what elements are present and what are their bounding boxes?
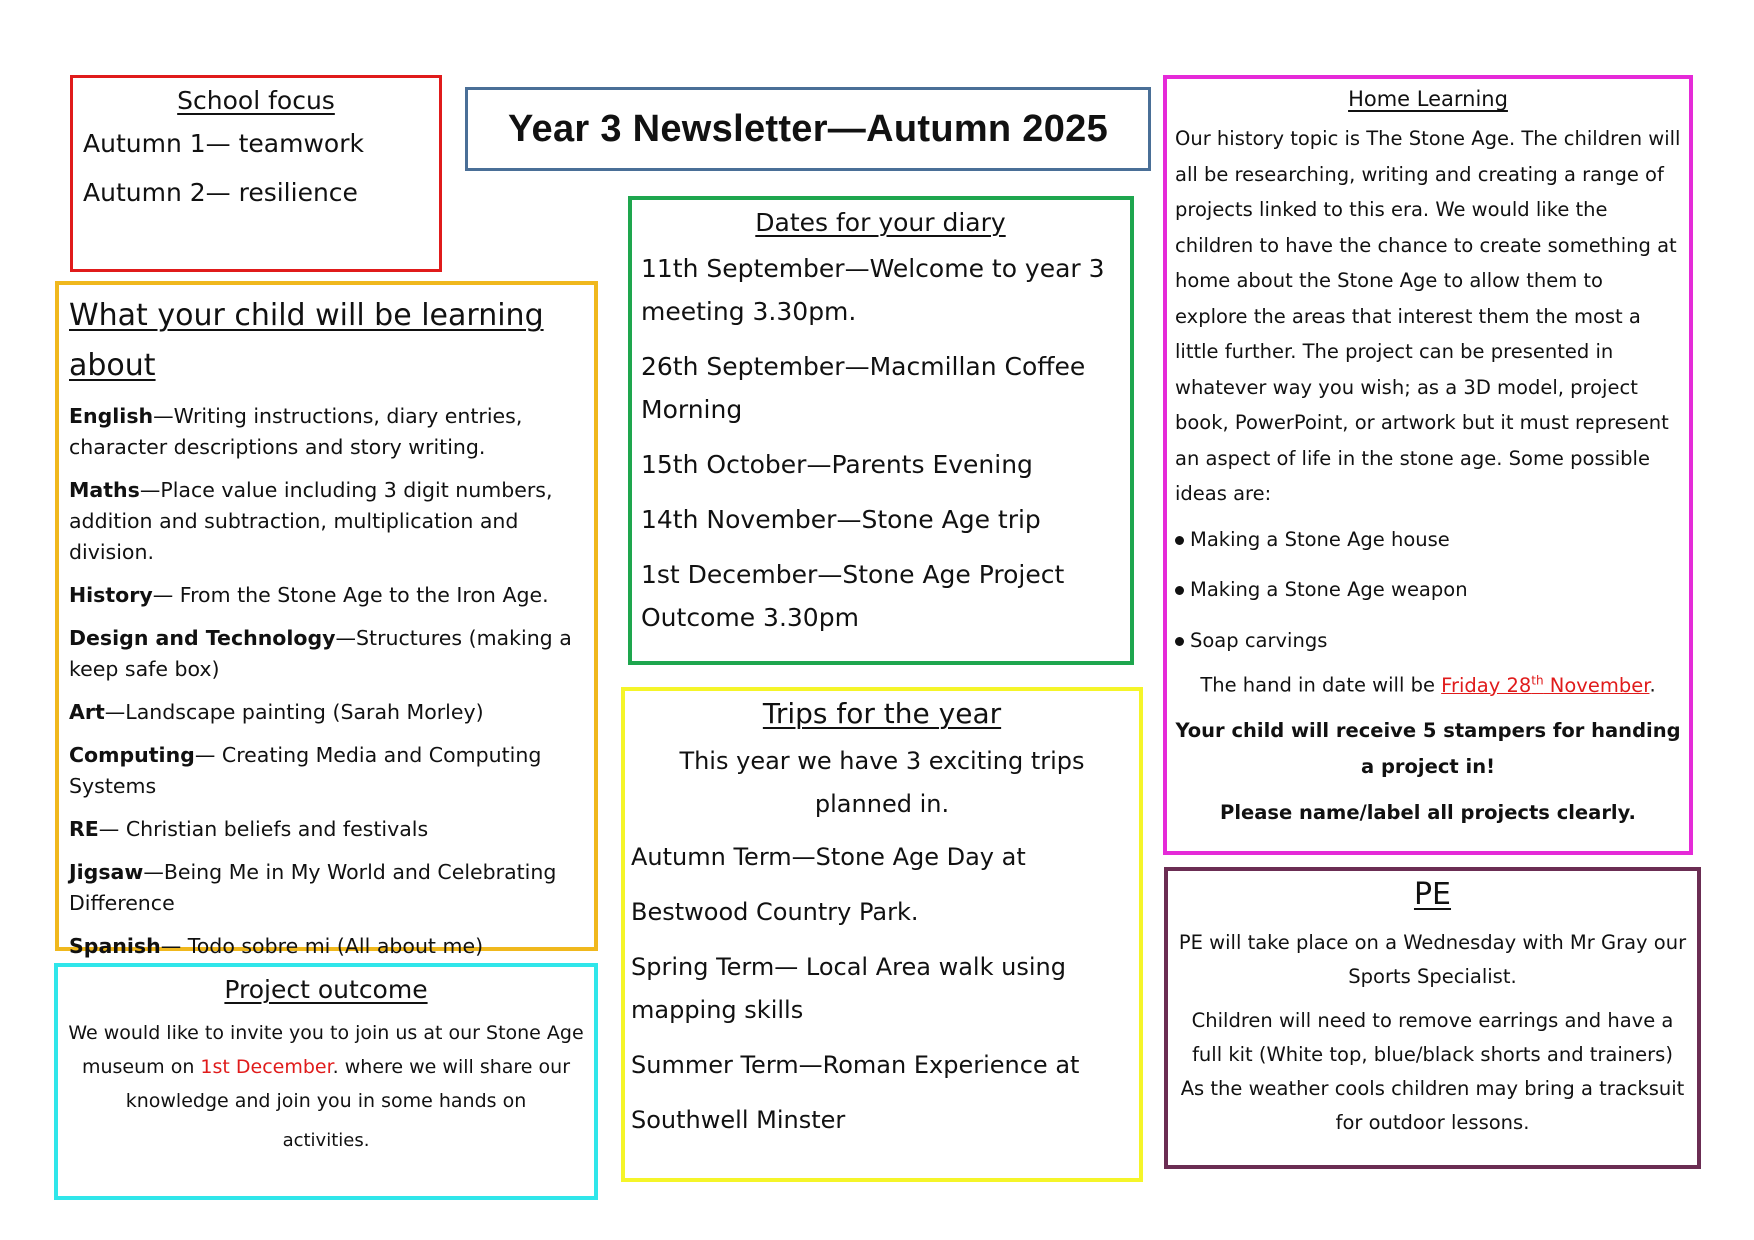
subject-name: Computing bbox=[69, 743, 195, 767]
school-focus-line: Autumn 1— teamwork bbox=[83, 129, 364, 158]
school-focus-heading: School focus bbox=[177, 86, 335, 115]
subject-name: RE bbox=[69, 817, 99, 841]
subject-line bbox=[69, 475, 584, 568]
subject-name: Maths bbox=[69, 478, 140, 502]
hand-in-day: Friday 28 bbox=[1441, 673, 1532, 697]
date-item: 14th November—Stone Age trip bbox=[641, 505, 1041, 534]
project-text-after: . where we will share our knowledge and join you in some hands on bbox=[125, 1056, 571, 1112]
hand-in-sup: th bbox=[1531, 673, 1544, 687]
subject-text: —Writing instructions, diary entries, character descriptions and story writing. bbox=[69, 404, 523, 459]
date-item: 11th September—Welcome to year 3 meeting 3.30pm. bbox=[641, 254, 1105, 326]
bullet-icon bbox=[1175, 536, 1184, 545]
subject-line bbox=[69, 580, 584, 611]
learning-heading: What your child will be learning about bbox=[69, 298, 544, 383]
subject-line bbox=[69, 931, 584, 962]
pe-paragraph: Children will need to remove earrings and have a full kit (White top, blue/black shorts and trainers) As the weather cools children may bring a tracksuit for outdoor lessons. bbox=[1180, 1009, 1685, 1134]
dates-box bbox=[628, 196, 1134, 665]
idea-text: Making a Stone Age house bbox=[1190, 527, 1450, 551]
newsletter-title-box bbox=[465, 87, 1151, 171]
date-item: 15th October—Parents Evening bbox=[641, 450, 1033, 479]
project-date: 1st December bbox=[200, 1056, 333, 1078]
subject-name: History bbox=[69, 583, 153, 607]
trip-item: Summer Term—Roman Experience at bbox=[631, 1051, 1080, 1079]
hand-in-date-value bbox=[1441, 674, 1649, 697]
dates-heading: Dates for your diary bbox=[755, 208, 1006, 237]
subject-text: — Christian beliefs and festivals bbox=[98, 817, 429, 841]
subject-line bbox=[69, 697, 584, 728]
ideas-list bbox=[1175, 522, 1681, 659]
project-last-line: activities. bbox=[282, 1130, 370, 1151]
project-outcome-heading: Project outcome bbox=[224, 975, 428, 1004]
trip-item: Spring Term— Local Area walk using mapping skills bbox=[631, 953, 1066, 1024]
subject-name: English bbox=[69, 404, 154, 428]
project-outcome-text bbox=[68, 1016, 584, 1118]
home-learning-heading: Home Learning bbox=[1348, 87, 1508, 111]
date-item: 1st December—Stone Age Project Outcome 3.30pm bbox=[641, 560, 1065, 632]
pe-paragraph: PE will take place on a Wednesday with Mr Gray our Sports Specialist. bbox=[1178, 931, 1687, 988]
project-text-before: We would like to invite you to join us at our Stone Age museum on bbox=[68, 1022, 584, 1078]
trip-item: Autumn Term—Stone Age Day at bbox=[631, 843, 1026, 871]
trips-box bbox=[621, 687, 1143, 1182]
home-learning-text: Our history topic is The Stone Age. The children will all be researching, writing and creating a range of projects linked to this era. We would like the children to have the chance to create something at home about the Stone Age to allow them to explore the areas that interest them the most a little further. The project can be presented in whatever way you wish; as a 3D model, project book, PowerPoint, or artwork but it must represent an aspect of life in the stone age. Some possible ideas are: bbox=[1175, 127, 1681, 505]
trip-item: Southwell Minster bbox=[631, 1106, 846, 1134]
subject-line bbox=[69, 857, 584, 919]
trips-intro: This year we have 3 exciting trips planned in. bbox=[679, 747, 1085, 818]
pe-heading: PE bbox=[1413, 877, 1452, 912]
subject-text: — Todo sobre mi (All about me) bbox=[160, 934, 484, 958]
subject-name: Design and Technology bbox=[69, 626, 336, 650]
list-item bbox=[1175, 522, 1681, 558]
subject-line bbox=[69, 814, 584, 845]
page-title: Year 3 Newsletter—Autumn 2025 bbox=[507, 107, 1109, 150]
hand-in-month: November bbox=[1543, 673, 1650, 697]
list-item bbox=[1175, 623, 1681, 659]
subject-line bbox=[69, 740, 584, 802]
subject-line bbox=[69, 623, 584, 685]
subject-name: Spanish bbox=[69, 934, 161, 958]
subject-text: —Landscape painting (Sarah Morley) bbox=[104, 700, 484, 724]
school-focus-box bbox=[70, 75, 442, 272]
bullet-icon bbox=[1175, 586, 1184, 595]
subject-text: —Structures (making a keep safe box) bbox=[69, 626, 572, 681]
subject-text: — Creating Media and Computing Systems bbox=[69, 743, 542, 798]
subject-text: — From the Stone Age to the Iron Age. bbox=[152, 583, 549, 607]
list-item bbox=[1175, 572, 1681, 608]
hand-in-suffix: . bbox=[1649, 673, 1656, 697]
subject-text: —Being Me in My World and Celebrating Difference bbox=[69, 860, 557, 915]
reward-note: Your child will receive 5 stampers for handing a project in! bbox=[1175, 718, 1681, 778]
subject-text: —Place value including 3 digit numbers, addition and subtraction, multiplication and division. bbox=[69, 478, 553, 564]
home-learning-box bbox=[1163, 75, 1693, 855]
idea-text: Making a Stone Age weapon bbox=[1190, 578, 1468, 601]
learning-box bbox=[55, 281, 598, 958]
subject-line bbox=[69, 401, 584, 463]
trips-heading: Trips for the year bbox=[762, 697, 1002, 730]
idea-text: Soap carvings bbox=[1190, 628, 1328, 652]
project-outcome-box bbox=[54, 963, 598, 1200]
pe-box bbox=[1164, 867, 1701, 1169]
trip-item: Bestwood Country Park. bbox=[631, 898, 919, 926]
subject-name: Art bbox=[69, 700, 105, 724]
hand-in-prefix: The hand in date will be bbox=[1200, 673, 1442, 697]
school-focus-line: Autumn 2— resilience bbox=[83, 178, 358, 207]
subject-name: Jigsaw bbox=[69, 860, 144, 884]
date-item: 26th September—Macmillan Coffee Morning bbox=[641, 352, 1086, 424]
hand-in-date bbox=[1175, 673, 1681, 697]
bullet-icon bbox=[1175, 637, 1184, 646]
label-note: Please name/label all projects clearly. bbox=[1220, 800, 1636, 824]
